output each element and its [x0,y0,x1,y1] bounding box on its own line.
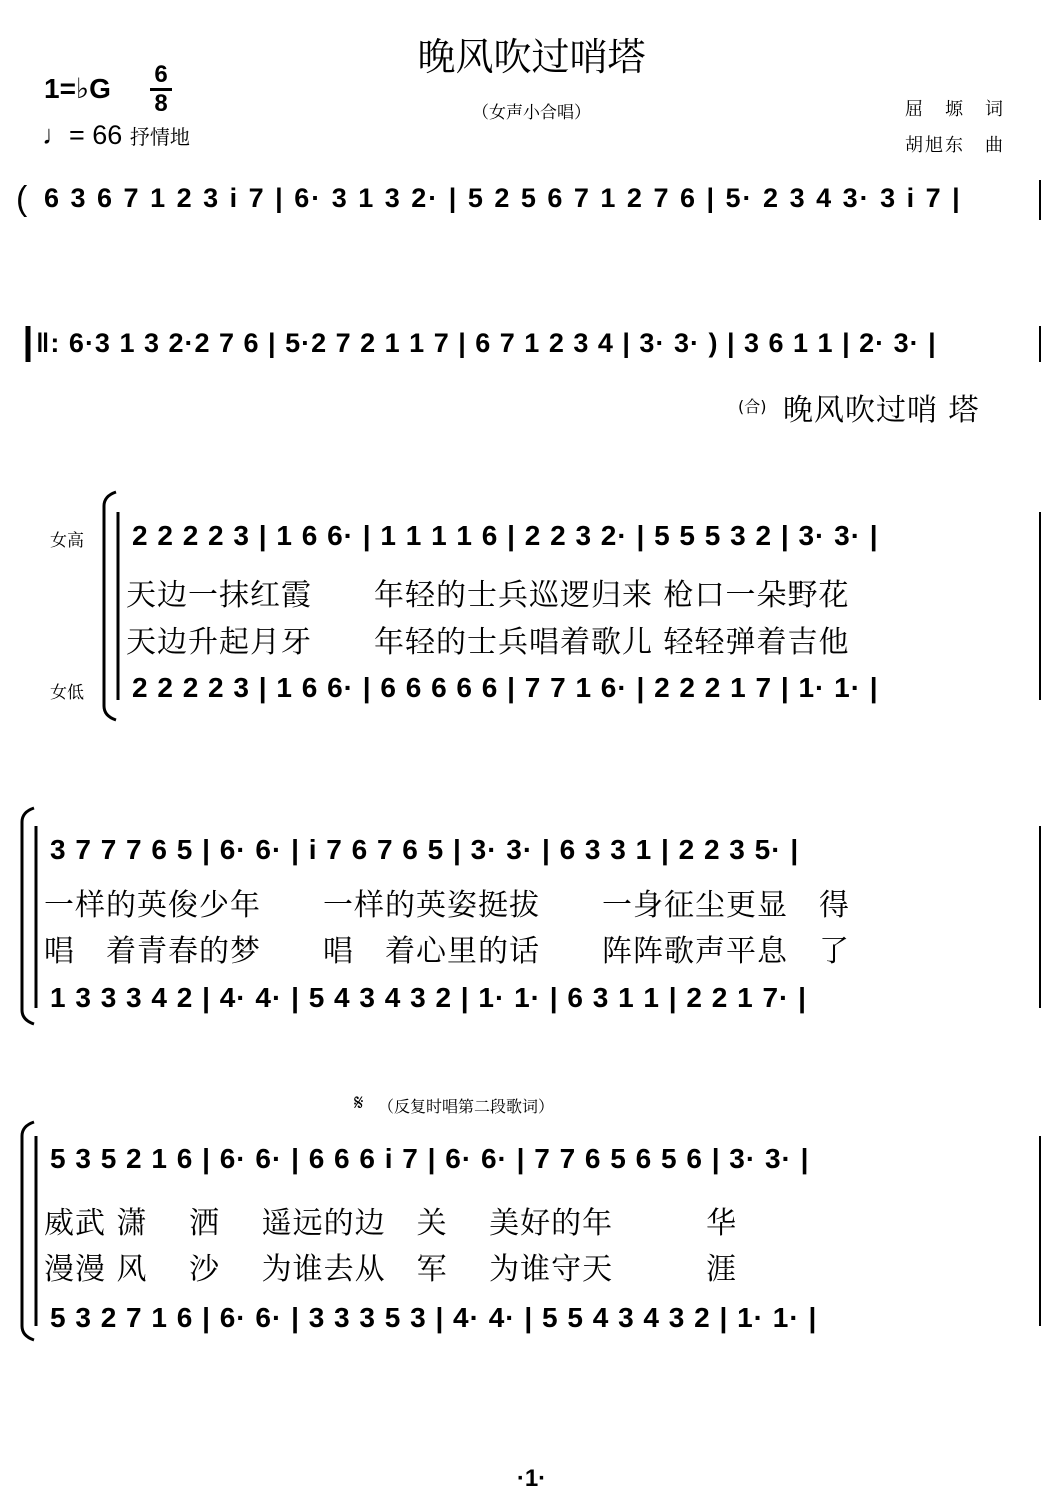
intro-open-paren: ( [16,180,29,218]
system5-upper-notes: 5 3 5 2 1 6 | 6· 6· | 6 6 6 i 7 | 6· 6· | 7 7 6 5 6 5 6 | 3· 3· | [50,1143,810,1174]
song-subtitle: （女声小合唱） [472,103,591,123]
system5-lower-notes: 5 3 2 7 1 6 | 6· 6· | 3 3 3 5 3 | 4· 4· | 5 5 4 3 4 3 2 | 1· 1· | [50,1302,818,1333]
segno-instruction: （反复时唱第二段歌词） [378,1097,555,1116]
tempo-value: ♩= 66 [42,120,123,150]
song-title: 晚风吹过哨塔 [417,35,646,79]
system3-lyric-verse2: 天边升起月牙 年轻的士兵唱着歌儿 轻轻弹着吉他 [126,625,850,660]
chorus-marker: (合) [738,397,767,416]
composer-credit: 胡旭东 曲 [905,135,1005,156]
system4-lyric-verse2: 唱 着青春的梦 唱 着心里的话 阵阵歌声平息 了 [44,934,850,969]
tempo-mood: 抒情地 [129,125,190,149]
lyricist-credit: 屈 塬 词 [905,99,1005,120]
part-label-alto: 女低 [50,683,84,703]
page-number: ·1· [516,1465,547,1492]
system5-lyric-verse1: 威武 潇 洒 遥远的边 关 美好的年 华 [44,1206,738,1241]
system3-lyric-verse1: 天边一抹红霞 年轻的士兵巡逻归来 枪口一朵野花 [126,578,850,613]
system5-lyric-verse2: 漫漫 风 沙 为谁去从 军 为谁守天 涯 [44,1252,738,1287]
system3-bracket [104,492,116,720]
time-signature-top: 6 [154,61,168,88]
system4-bracket [22,808,34,1024]
system5-bracket [22,1122,34,1340]
segno-sign: 𝄋 [354,1090,364,1115]
system3-upper-notes: 2 2 2 2 3 | 1 6 6· | 1 1 1 1 6 | 2 2 3 2· | 5 5 5 3 2 | 3· 3· | [132,520,879,551]
system2-notes: ‖: 6·3 1 3 2·2 7 6 | 5·2 7 2 1 1 7 | 6 7 1 2 3 4 | 3· 3· ) | 3 6 1 1 | 2· 3· | [36,328,937,358]
system3-lower-notes: 2 2 2 2 3 | 1 6 6· | 6 6 6 6 6 | 7 7 1 6· | 2 2 2 1 7 | 1· 1· | [132,672,879,703]
system4-lyric-verse1: 一样的英俊少年 一样的英姿挺拔 一身征尘更显 得 [44,888,850,923]
system4-lower-notes: 1 3 3 3 4 2 | 4· 4· | 5 4 3 4 3 2 | 1· 1· | 6 3 1 1 | 2 2 1 7· | [50,982,807,1013]
part-label-soprano: 女高 [50,531,84,551]
system2-lyric: 晚风吹过哨 塔 [783,393,980,428]
time-signature-bottom: 8 [154,90,168,117]
key-signature: 1=♭G [44,73,111,104]
intro-notes: 6 3 6 7 1 2 3 i 7 | 6· 3 1 3 2· | 5 2 5 6 7 1 2 7 6 | 5· 2 3 4 3· 3 i 7 | [44,183,962,213]
system4-upper-notes: 3 7 7 7 6 5 | 6· 6· | i 7 6 7 6 5 | 3· 3· | 6 3 3 1 | 2 2 3 5· | [50,834,800,865]
